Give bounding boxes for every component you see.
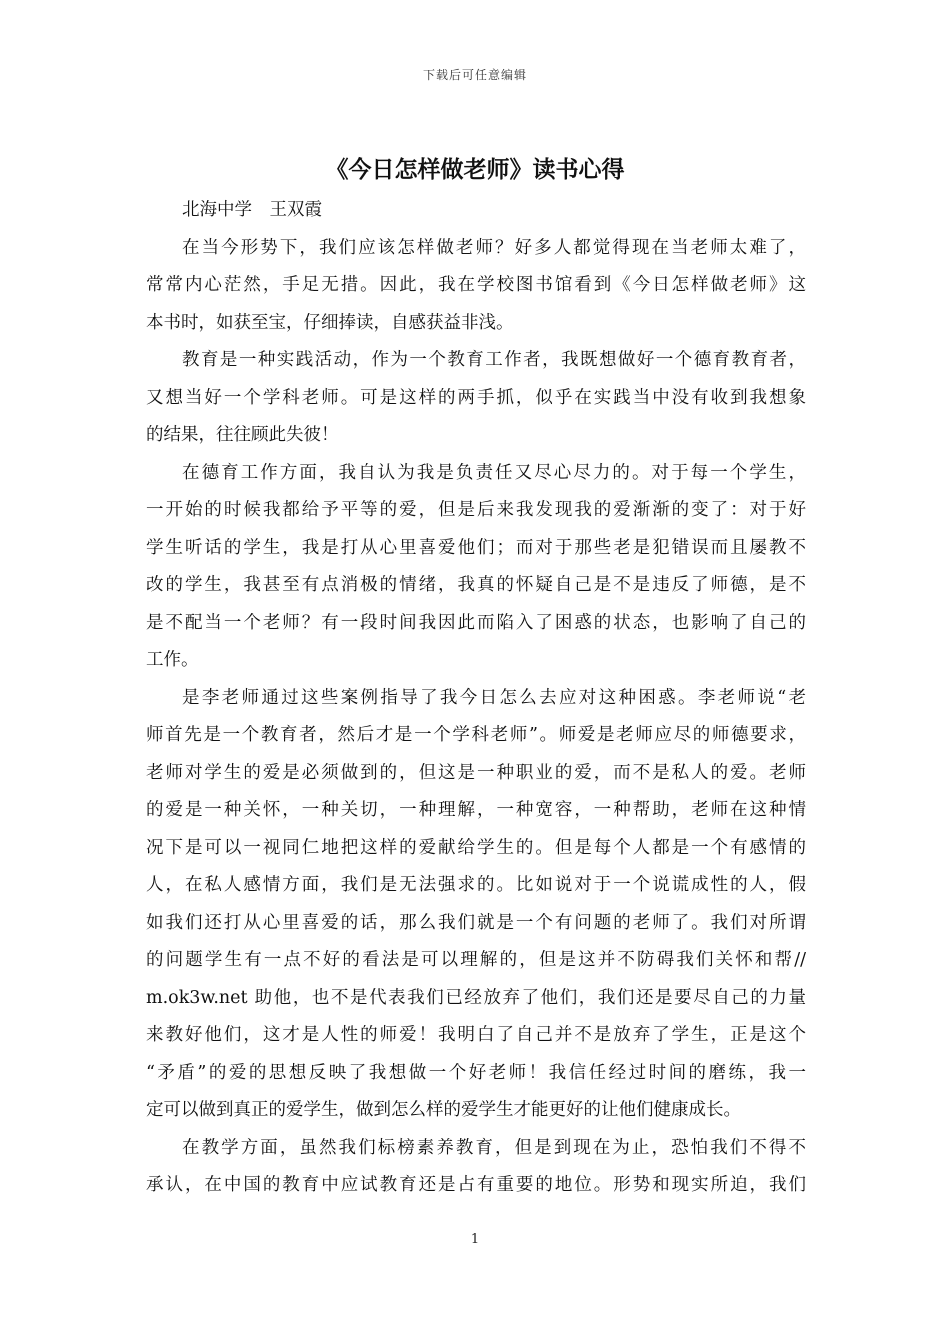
document-body: [146, 192, 806, 1205]
body-line: 在教学方面，虽然我们标榜素养教育，但是到现在为止，恐怕我们不得不: [182, 1137, 806, 1158]
body-line: 来教好他们，这才是人性的师爱！我明白了自己并不是放弃了学生，正是这个: [146, 1025, 806, 1045]
author-line: 北海中学 王双霞: [182, 200, 322, 220]
body-line: 一开始的时候我都给予平等的爱，但是后来我发现我的爱渐渐的变了：对于好: [146, 500, 806, 520]
body-line: 如我们还打从心里喜爱的话，那么我们就是一个有问题的老师了。我们对所谓: [146, 912, 806, 933]
body-line: 况下是可以一视同仁地把这样的爱献给学生的。但是每个人都是一个有感情的: [146, 837, 806, 858]
body-line: 在德育工作方面，我自认为我是负责任又尽心尽力的。对于每一个学生，: [182, 462, 806, 483]
body-line: “矛盾”的爱的思想反映了我想做一个好老师！我信任经过时间的磨练，我一: [146, 1062, 806, 1083]
body-line: 又想当好一个学科老师。可是这样的两手抓，似乎在实践当中没有收到我想象: [146, 387, 806, 408]
document-title: 《今日怎样做老师》读书心得: [325, 156, 625, 183]
body-line: 教育是一种实践活动，作为一个教育工作者，我既想做好一个德育教育者，: [182, 350, 806, 370]
page-header-note: 下载后可任意编辑: [422, 68, 527, 82]
body-line: 学生听话的学生，我是打从心里喜爱他们；而对于那些老是犯错误而且屡教不: [146, 537, 806, 558]
body-line: 老师对学生的爱是必须做到的，但这是一种职业的爱，而不是私人的爱。老师: [146, 762, 806, 783]
page-number: 1: [470, 1232, 480, 1247]
body-line: 的结果，往往顾此失彼！: [146, 425, 339, 445]
body-line: 的问题学生有一点不好的看法是可以理解的，但是这并不防碍我们关怀和帮//: [146, 950, 806, 970]
body-line: 常常内心茫然，手足无措。因此，我在学校图书馆看到《今日怎样做老师》这: [146, 275, 806, 295]
body-line: 的爱是一种关怀，一种关切，一种理解，一种宽容，一种帮助，老师在这种情: [146, 800, 806, 820]
body-line: m.ok3w.net 助他，也不是代表我们已经放弃了他们，我们还是要尽自己的力量: [146, 987, 806, 1008]
body-line: 是不配当一个老师？有一段时间我因此而陷入了困惑的状态，也影响了自己的: [146, 612, 806, 633]
body-line: 改的学生，我甚至有点消极的情绪，我真的怀疑自己是不是违反了师德，是不: [146, 575, 806, 595]
body-line: 本书时，如获至宝，仔细捧读，自感获益非浅。: [146, 312, 514, 333]
body-line: 人，在私人感情方面，我们是无法强求的。比如说对于一个说谎成性的人，假: [146, 875, 806, 895]
body-line: 工作。: [146, 650, 199, 670]
body-line: 承认，在中国的教育中应试教育还是占有重要的地位。形势和现实所迫，我们: [146, 1175, 806, 1195]
body-line: 在当今形势下，我们应该怎样做老师？好多人都觉得现在当老师太难了，: [182, 237, 806, 258]
body-line: 定可以做到真正的爱学生，做到怎么样的爱学生才能更好的让他们健康成长。: [146, 1100, 741, 1120]
body-line: 师首先是一个教育者，然后才是一个学科老师”。师爱是老师应尽的师德要求，: [146, 725, 806, 745]
body-line: 是李老师通过这些案例指导了我今日怎么去应对这种困惑。李老师说“老: [182, 687, 806, 708]
